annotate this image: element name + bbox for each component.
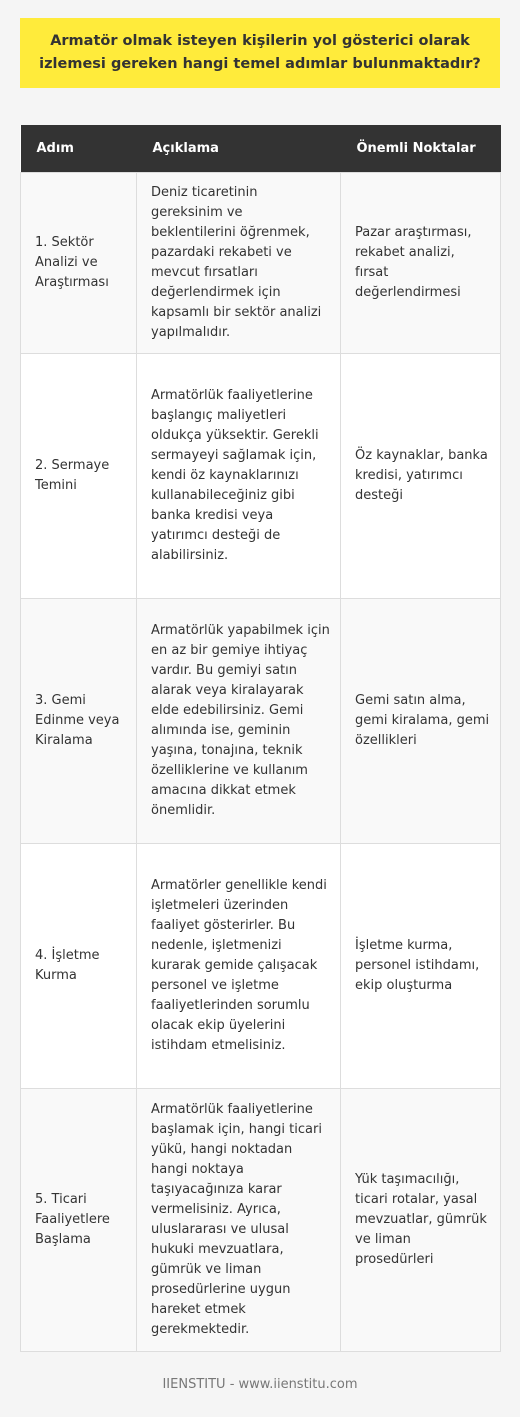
notes-cell: Pazar araştırması, rekabet analizi, fırsat değerlendirmesi xyxy=(341,172,501,353)
steps-table xyxy=(20,125,501,1352)
step-cell: 4. İşletme Kurma xyxy=(21,843,137,1088)
step-cell: 3. Gemi Edinme veya Kiralama xyxy=(21,598,137,843)
header-notes: Önemli Noktalar xyxy=(341,125,501,172)
notes-cell: Yük taşımacılığı, ticari rotalar, yasal mevzuatlar, gümrük ve liman prosedürleri xyxy=(341,1088,501,1351)
table-row xyxy=(21,598,501,843)
header-description: Açıklama xyxy=(137,125,341,172)
step-cell: 2. Sermaye Temini xyxy=(21,353,137,598)
table-row xyxy=(21,353,501,598)
notes-cell: Gemi satın alma, gemi kiralama, gemi özellikleri xyxy=(341,598,501,843)
table-row xyxy=(21,843,501,1088)
notes-cell: Öz kaynaklar, banka kredisi, yatırımcı desteği xyxy=(341,353,501,598)
description-cell: Armatörler genellikle kendi işletmeleri üzerinden faaliyet gösterirler. Bu nedenle, işletmenizi kurarak gemide çalışacak personel ve işletme faaliyetlerinden sorumlu olacak ekip üyelerini istihdam etmelisiniz. xyxy=(137,843,341,1088)
description-cell: Armatörlük faaliyetlerine başlangıç maliyetleri oldukça yüksektir. Gerekli sermayeyi sağlamak için, kendi öz kaynaklarınızı kullanabileceğiniz gibi banka kredisi veya yatırımcı desteği de alabilirsiniz. xyxy=(137,353,341,598)
step-cell: 5. Ticari Faaliyetlere Başlama xyxy=(21,1088,137,1351)
description-cell: Armatörlük yapabilmek için en az bir gemiye ihtiyaç vardır. Bu gemiyi satın alarak veya kiralayarak elde edebilirsiniz. Gemi alımında ise, geminin yaşına, tonajına, teknik özelliklerine ve kullanım amacına dikkat etmek önemlidir. xyxy=(137,598,341,843)
notes-cell: İşletme kurma, personel istihdamı, ekip oluşturma xyxy=(341,843,501,1088)
description-cell: Deniz ticaretinin gereksinim ve beklentilerini öğrenmek, pazardaki rekabeti ve mevcut fırsatları değerlendirmek için kapsamlı bir sektör analizi yapılmalıdır. xyxy=(137,172,341,353)
description-cell: Armatörlük faaliyetlerine başlamak için, hangi ticari yükü, hangi noktadan hangi noktaya taşıyacağınıza karar vermelisiniz. Ayrıca, uluslararası ve ulusal hukuki mevzuatlara, gümrük ve liman prosedürlerine uygun hareket etmek gerekmektedir. xyxy=(137,1088,341,1351)
table-row xyxy=(21,1088,501,1351)
header-step: Adım xyxy=(21,125,137,172)
title-banner xyxy=(20,18,500,88)
table-header-row xyxy=(21,125,501,172)
step-cell: 1. Sektör Analizi ve Araştırması xyxy=(21,172,137,353)
page-title: Armatör olmak isteyen kişilerin yol gösterici olarak izlemesi gereken hangi temel adımlar bulunmaktadır? xyxy=(39,33,481,72)
table-row xyxy=(21,172,501,353)
footer-credit: IIENSTITU - www.iienstitu.com xyxy=(162,1377,358,1392)
